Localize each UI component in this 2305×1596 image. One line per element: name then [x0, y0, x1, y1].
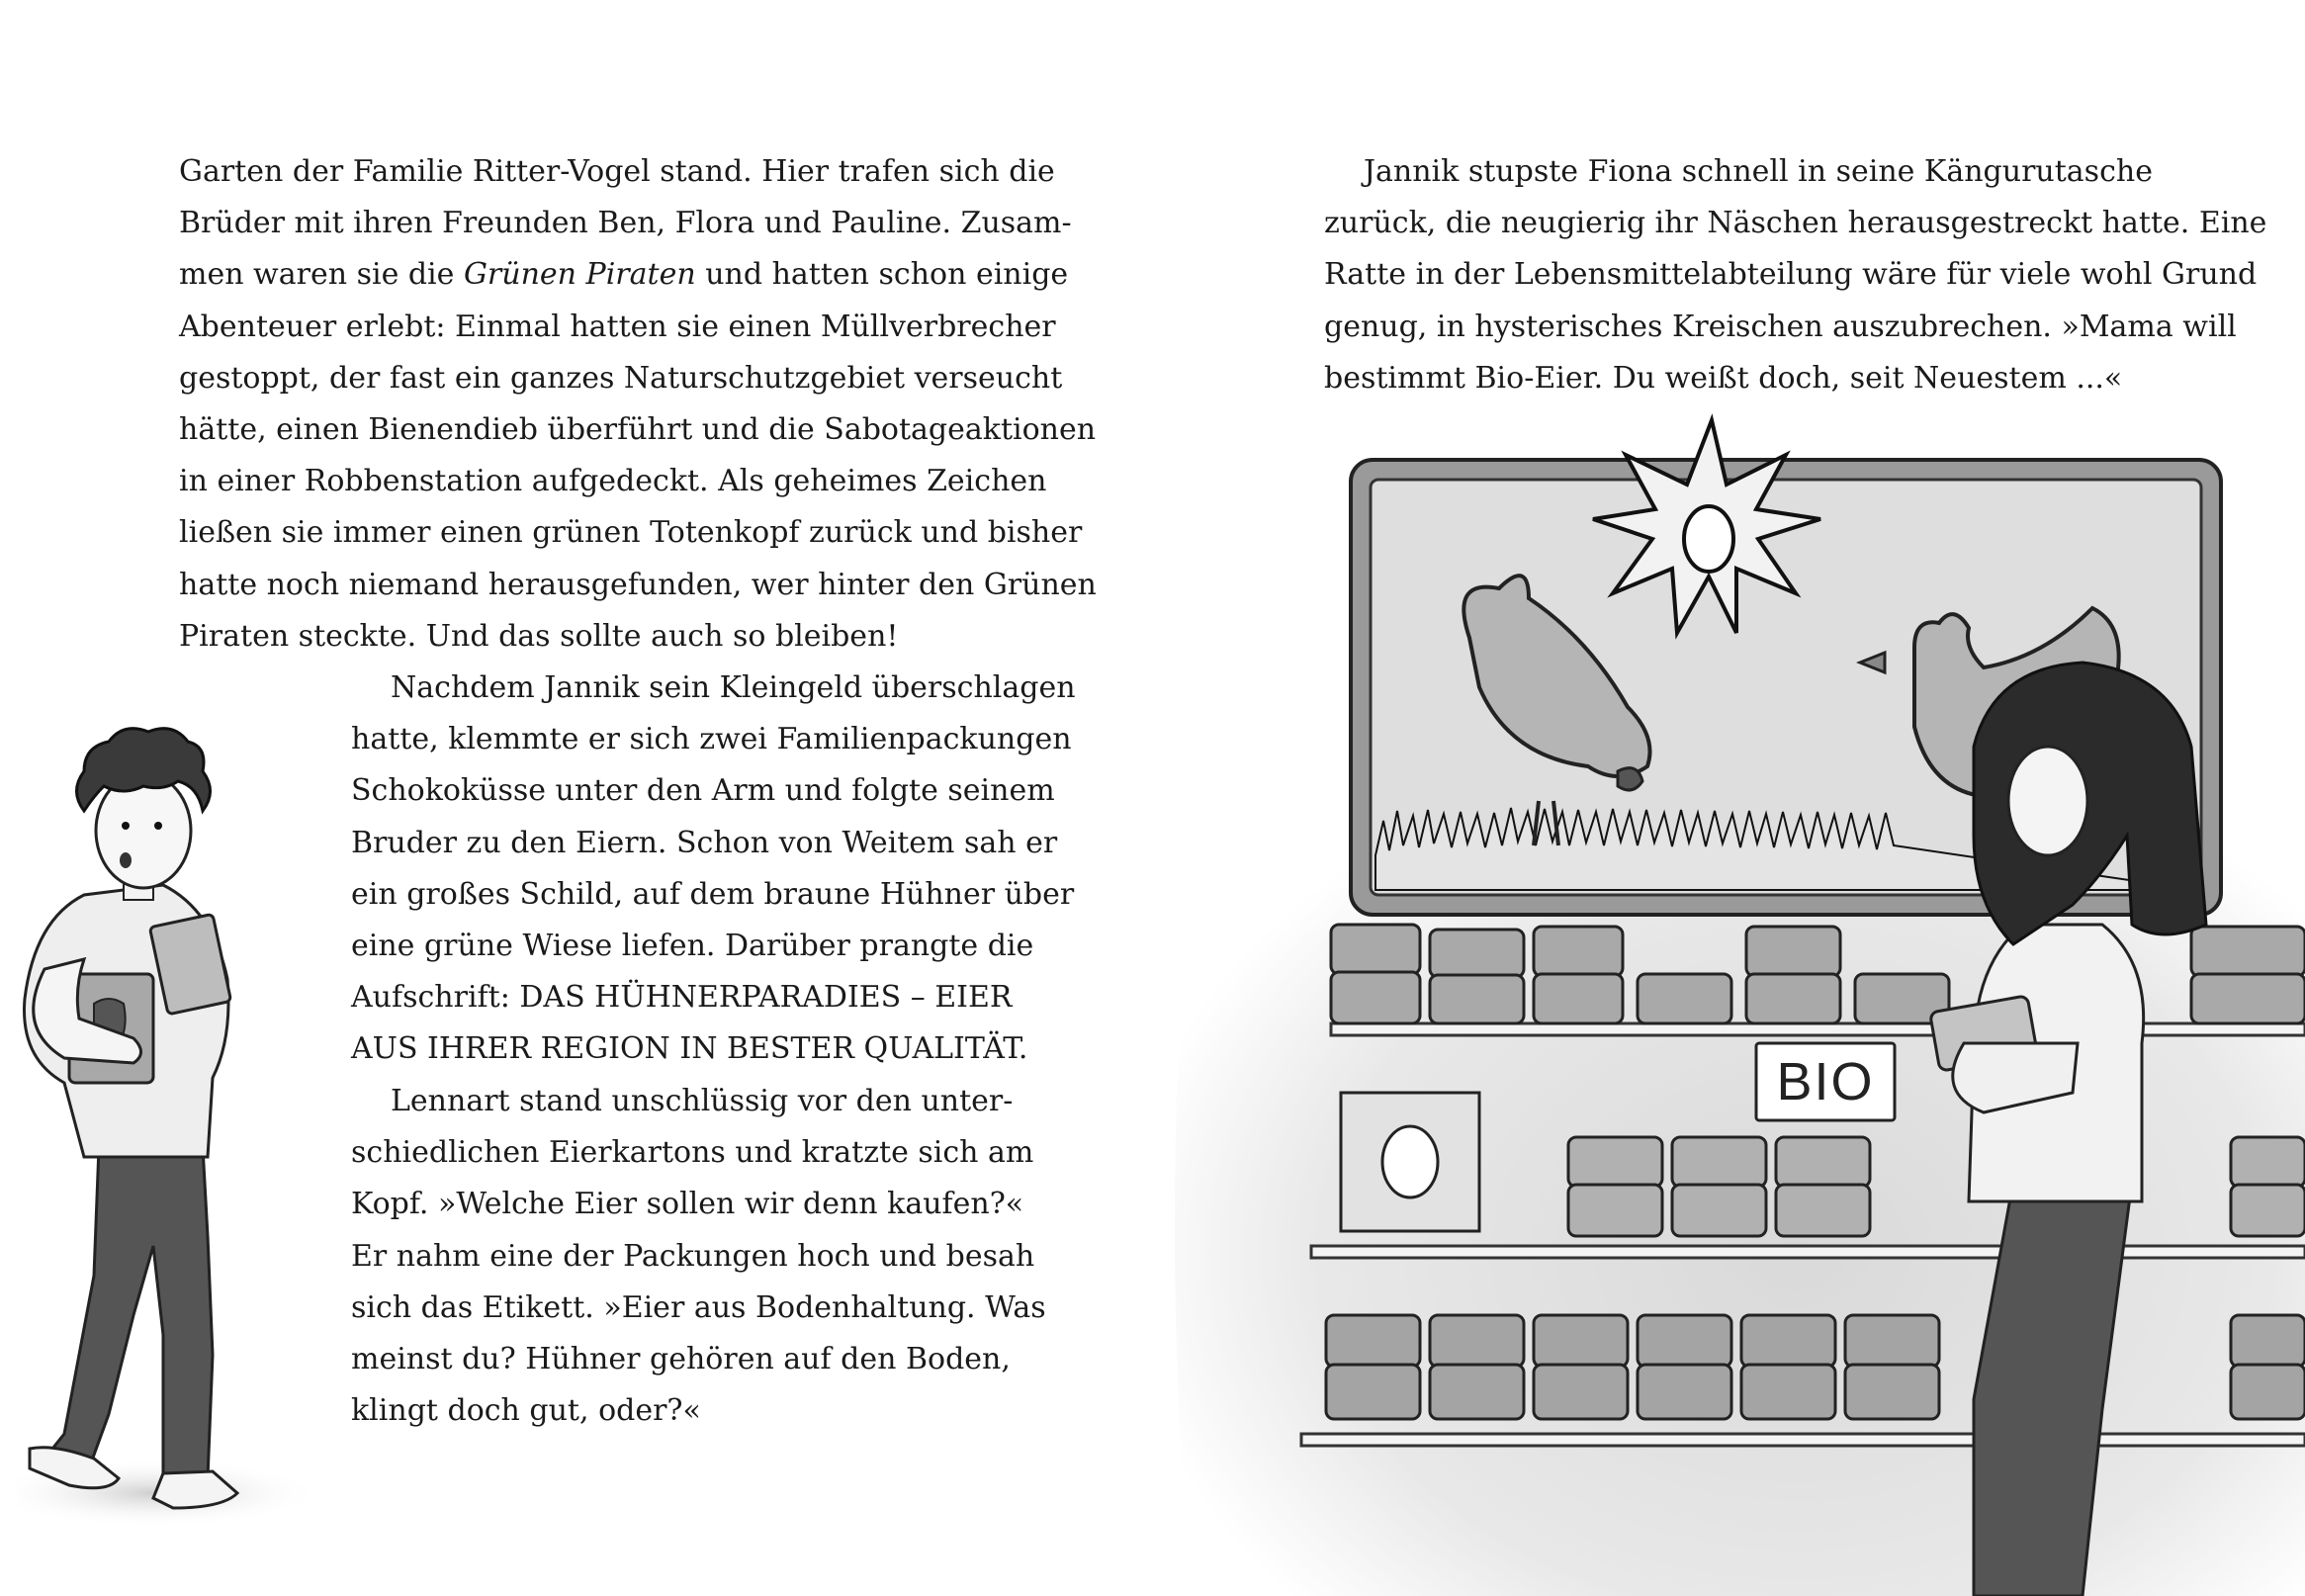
sun-shelf-card — [1341, 1093, 1479, 1231]
text-line: Bruder zu den Eiern. Schon von Weitem sah er — [351, 825, 1058, 860]
boy-eye-right — [154, 822, 162, 830]
text-line: Brüder mit ihren Freunden Ben, Flora und Pauline. Zusam- — [179, 206, 1072, 241]
supermarket-illustration — [1153, 410, 2305, 1596]
boy-illustration — [15, 722, 341, 1533]
left-paragraph-2 — [351, 663, 1076, 1076]
text-line: schiedlichen Eierkartons und kratzte sich am — [351, 1135, 1034, 1171]
text-line: Garten der Familie Ritter-Vogel stand. Hier trafen sich die — [179, 154, 1055, 189]
text-line: zurück, die neugierig ihr Näschen herausgestreckt hatte. Eine — [1324, 206, 2267, 241]
text-line: Schokoküsse unter den Arm und folgte seinem — [351, 773, 1055, 809]
text-line: Jannik stupste Fiona schnell in seine Kängurutasche — [1364, 154, 2153, 189]
text-line: AUS IHRER REGION IN BESTER QUALITÄT. — [351, 1031, 1028, 1067]
text-line: gestoppt, der fast ein ganzes Naturschutzgebiet verseucht — [179, 360, 1063, 396]
left-page — [0, 0, 1152, 1596]
book-title-grune-piraten: Grünen Piraten — [463, 257, 696, 293]
text-line: Aufschrift: DAS HÜHNERPARADIES – EIER — [351, 980, 1013, 1016]
text-line: Piraten steckte. Und das sollte auch so bleiben! — [179, 618, 899, 654]
boy-eye-left — [122, 822, 130, 830]
boy-legs — [44, 1147, 213, 1478]
text-line: ein großes Schild, auf dem braune Hühner über — [351, 876, 1075, 912]
boy-mouth — [120, 852, 132, 868]
text-line: Ratte in der Lebensmittelabteilung wäre für viele wohl Grund — [1324, 257, 2258, 293]
text-line: in einer Robbenstation aufgedeckt. Als geheimes Zeichen — [179, 464, 1047, 499]
bio-shelf-sign — [1756, 1043, 1895, 1120]
text-line: klingt doch gut, oder?« — [351, 1393, 701, 1429]
right-page — [1153, 0, 2305, 1596]
text-line: bestimmt Bio-Eier. Du weißt doch, seit Neuestem ...« — [1324, 360, 2123, 396]
text-run: und hatten schon einige — [695, 257, 1069, 293]
left-paragraph-3 — [351, 1076, 1046, 1437]
text-line: genug, in hysterisches Kreischen auszubrechen. »Mama will — [1324, 309, 2237, 344]
text-run: men waren sie die — [179, 257, 464, 293]
text-line: hatte, klemmte er sich zwei Familienpackungen — [351, 722, 1072, 757]
text-line: meinst du? Hühner gehören auf den Boden, — [351, 1342, 1011, 1377]
text-line: Kopf. »Welche Eier sollen wir denn kaufen?« — [351, 1187, 1024, 1222]
right-paragraph-1 — [1324, 146, 2267, 404]
girl-face — [2008, 747, 2087, 855]
text-line: hätte, einen Bienendieb überführt und die Sabotageaktionen — [179, 412, 1097, 448]
text-line: Lennart stand unschlüssig vor den unter- — [391, 1084, 1014, 1118]
boy-face — [96, 773, 191, 888]
text-line: sich das Etikett. »Eier aus Bodenhaltung. Was — [351, 1289, 1046, 1325]
left-paragraph-1 — [179, 146, 1097, 663]
bio-label: BIO — [1776, 1052, 1875, 1111]
text-line: hatte noch niemand herausgefunden, wer hinter den Grünen — [179, 567, 1097, 602]
text-line-with-title — [179, 249, 1069, 301]
text-line: ließen sie immer einen grünen Totenkopf zurück und bisher — [179, 515, 1083, 551]
text-line: Abenteuer erlebt: Einmal hatten sie einen Müllverbrecher — [179, 309, 1056, 344]
text-line: eine grüne Wiese liefen. Darüber prangte die — [351, 929, 1034, 964]
text-line: Nachdem Jannik sein Kleingeld überschlagen — [391, 670, 1076, 705]
text-line: Er nahm eine der Packungen hoch und besah — [351, 1238, 1035, 1274]
